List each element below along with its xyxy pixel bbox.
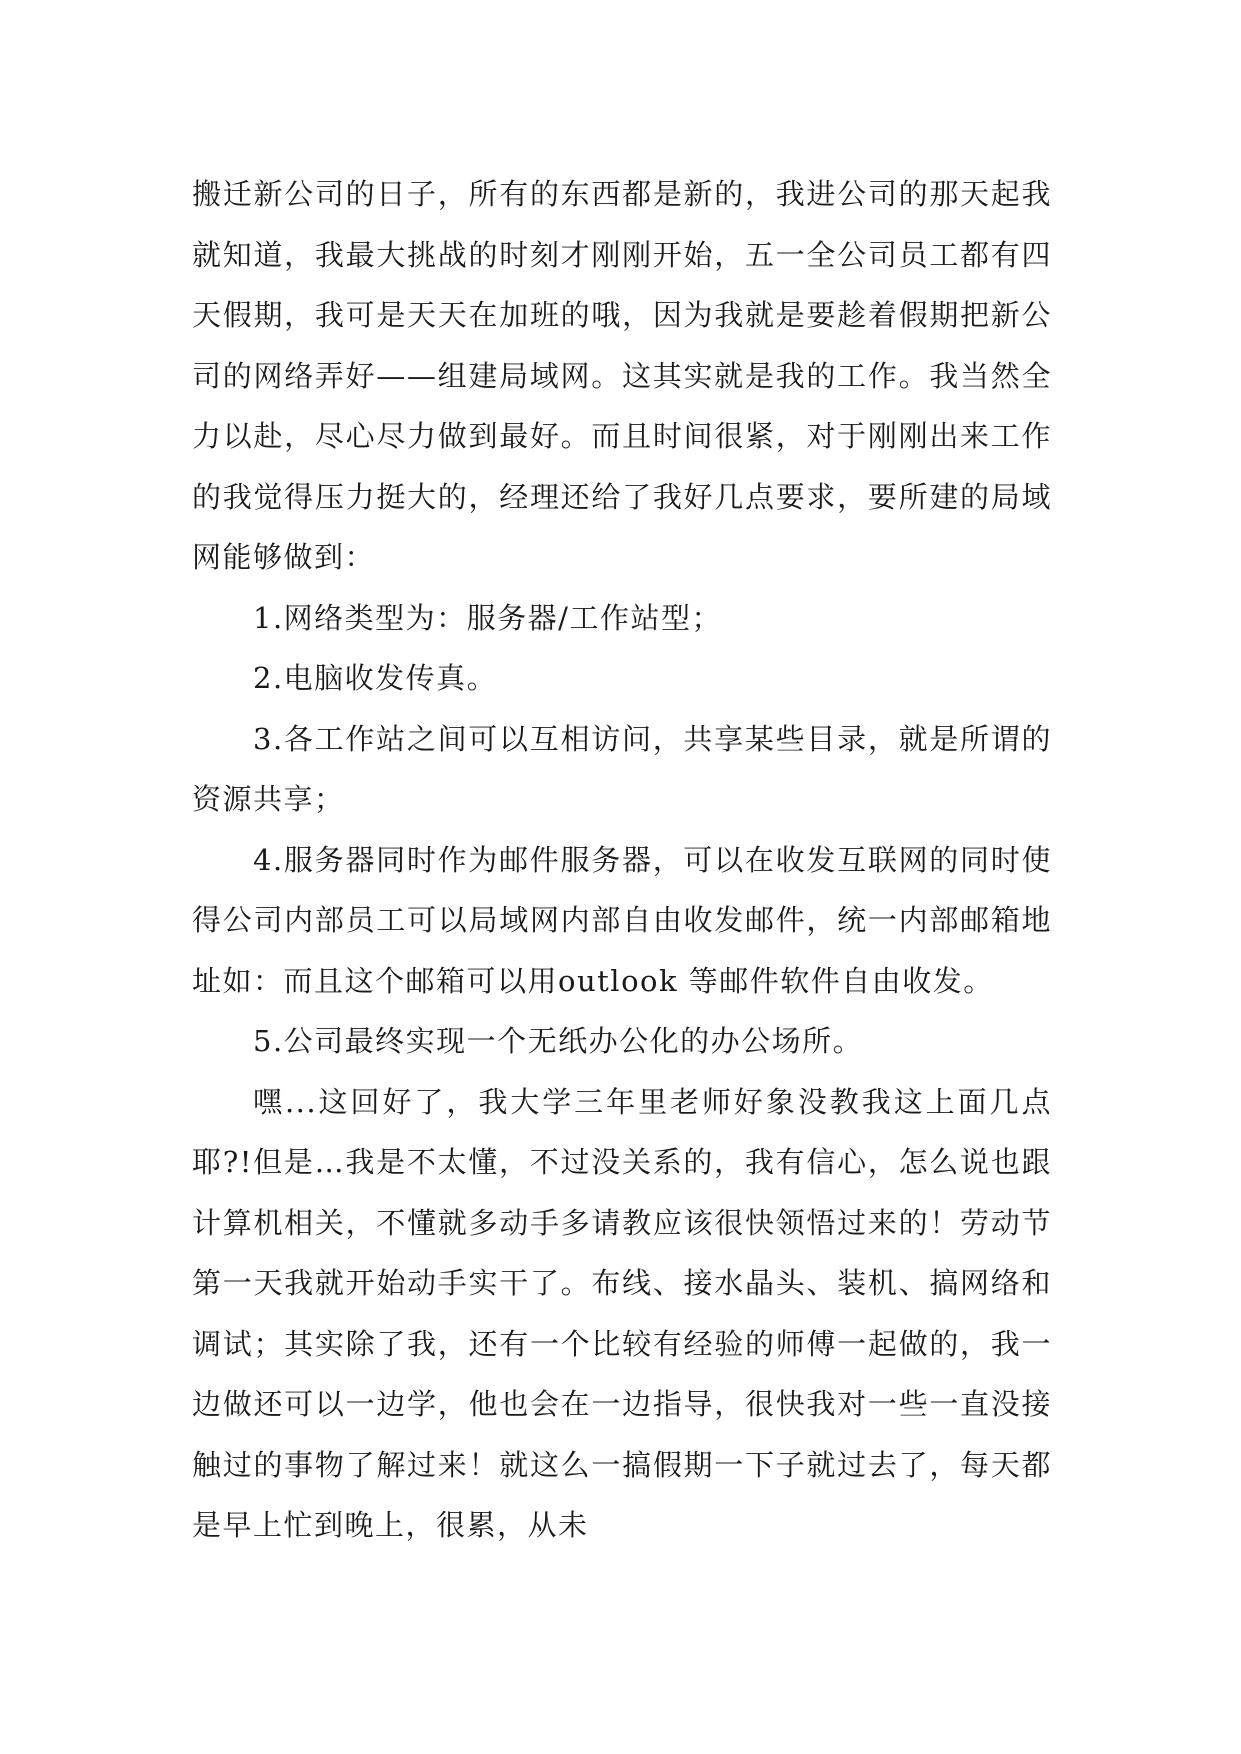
list-item-paperless-office: 5.公司最终实现一个无纸办公化的办公场所。 [253,1024,864,1058]
list-item-resource-sharing: 3.各工作站之间可以互相访问，共享某些目录，就是所谓的资源共享； [192,721,1052,816]
list-item-mail-server: 4.服务器同时作为邮件服务器，可以在收发互联网的同时使得公司内部员工可以局域网内部自由收发邮件，统一内部邮箱地址如：而且这个邮箱可以用outlook 等邮件软件自由收发。 [192,842,1052,998]
list-item-fax: 2.电脑收发传真。 [253,661,498,695]
paragraph-intro: 搬迁新公司的日子，所有的东西都是新的，我进公司的那天起我就知道，我最大挑战的时刻才刚刚开始，五一全公司员工都有四天假期，我可是天天在加班的哦，因为我就是要趁着假期把新公司的网络弄好——组建局域网。这其实就是我的工作。我当然全力以赴，尽心尽力做到最好。而且时间很紧，对于刚刚出来工作的我觉得压力挺大的，经理还给了我好几点要求，要所建的局域网能够做到： [192,177,1052,574]
document-body [192,164,1052,1556]
list-item-network-type: 1.网络类型为：服务器/工作站型； [253,600,722,635]
paragraph-reflection: 嘿...这回好了，我大学三年里老师好象没教我这上面几点耶?!但是…我是不太懂，不过没关系的，我有信心，怎么说也跟计算机相关，不懂就多动手多请教应该很快领悟过来的！劳动节第一天我就开始动手实干了。布线、接水晶头、装机、搞网络和调试；其实除了我，还有一个比较有经验的师傅一起做的，我一边做还可以一边学，他也会在一边指导，很快我对一些一直没接触过的事物了解过来！就这么一搞假期一下子就过去了，每天都是早上忙到晚上，很累，从未 [192,1084,1052,1542]
